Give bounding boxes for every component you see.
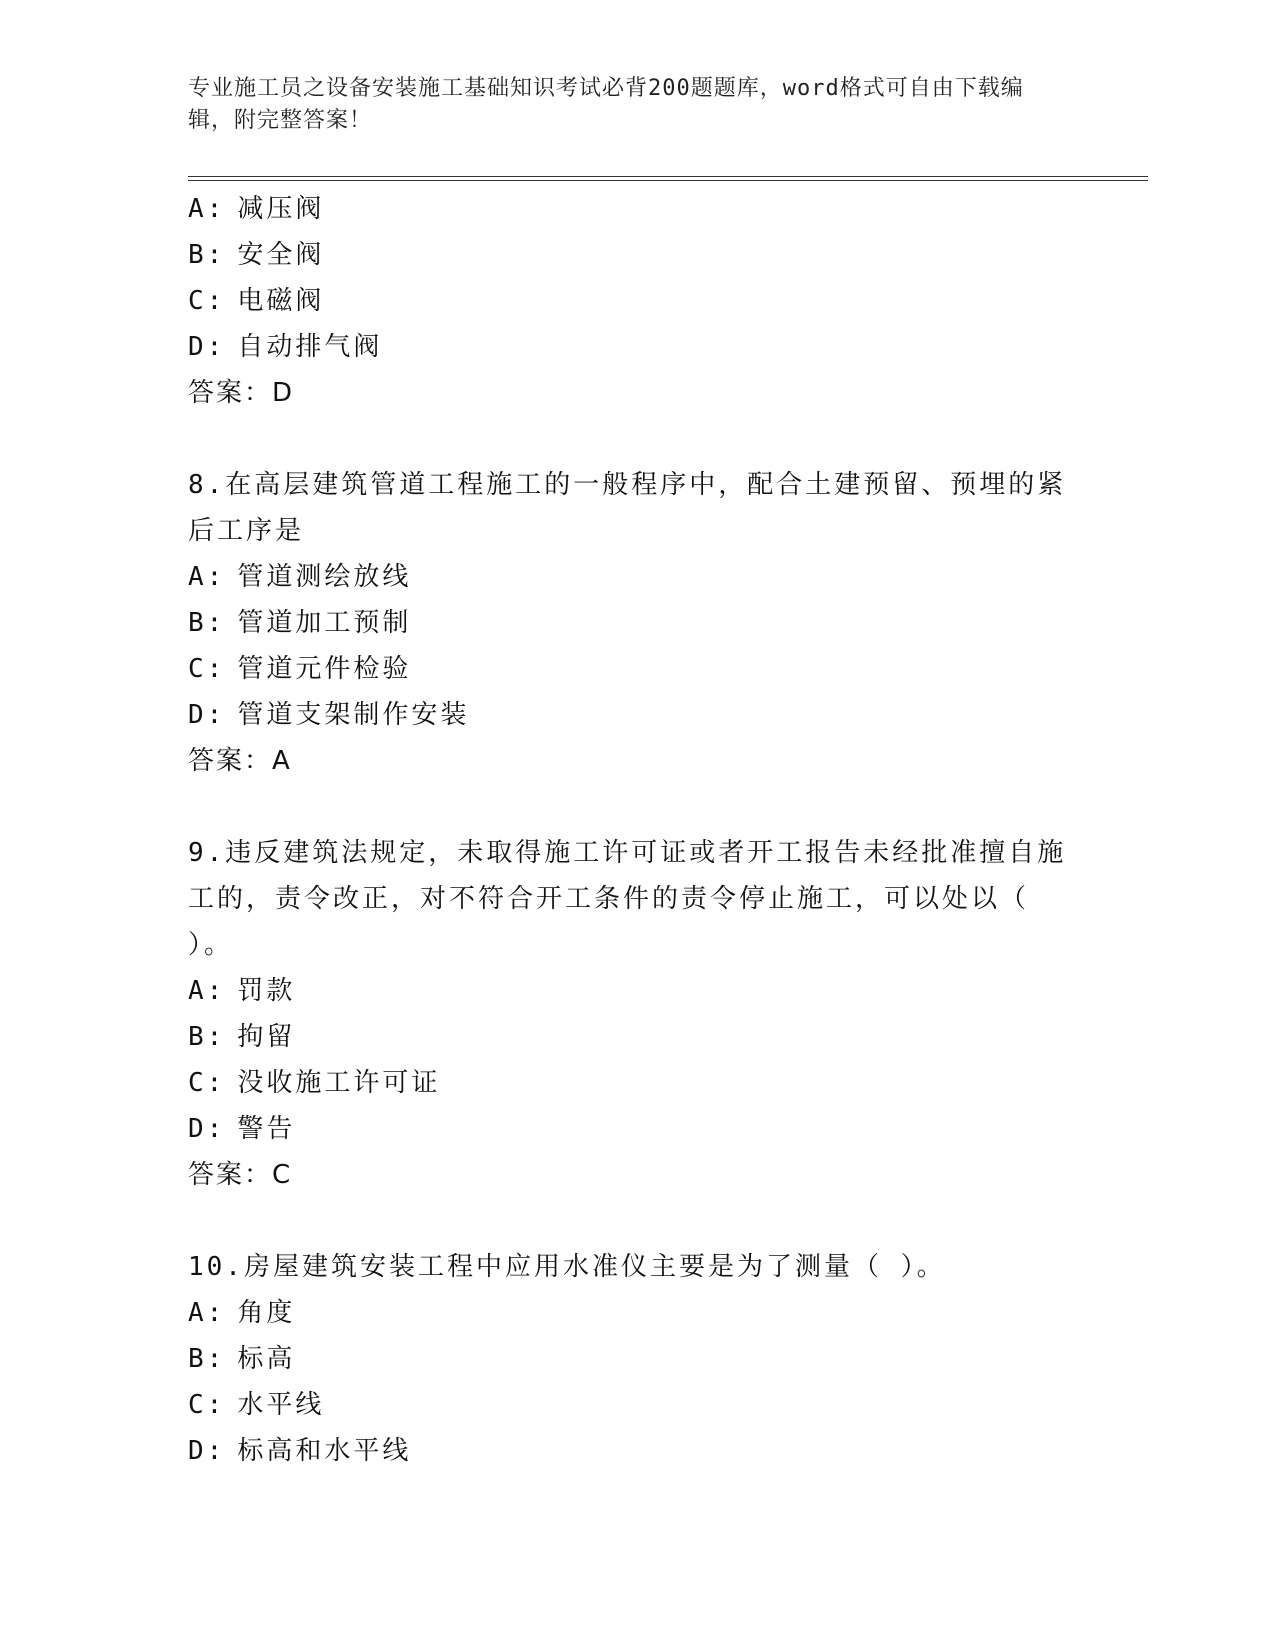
option-text: 安全阀 [237,240,325,270]
option-letter: B: [188,1344,226,1374]
option-b [188,1336,1068,1382]
option-a [188,186,1068,232]
option-c [188,1382,1068,1428]
option-text: 管道元件检验 [237,654,412,684]
option-letter: B: [188,608,226,638]
option-a [188,1290,1068,1336]
option-text: 标高和水平线 [237,1436,412,1466]
option-letter: A: [188,976,226,1006]
option-c [188,646,1068,692]
option-b [188,600,1068,646]
option-text: 自动排气阀 [237,332,383,362]
option-text: 管道加工预制 [237,608,412,638]
option-letter: C: [188,286,226,316]
answer-line: 答案：C [188,1160,293,1190]
option-text: 角度 [237,1298,296,1328]
option-c [188,278,1068,324]
question-list [188,186,1068,1474]
question-text: 10.房屋建筑安装工程中应用水准仪主要是为了测量（ ）。 [188,1252,946,1282]
option-letter: B: [188,1022,226,1052]
option-d [188,1106,1068,1152]
spacer [188,784,1068,830]
header-double-rule [188,176,1148,181]
option-text: 拘留 [237,1022,296,1052]
option-text: 水平线 [237,1390,325,1420]
answer-line: 答案：D [188,378,295,408]
option-d [188,692,1068,738]
option-letter: D: [188,1114,226,1144]
spacer [188,1198,1068,1244]
option-text: 减压阀 [237,194,325,224]
option-letter: A: [188,562,226,592]
question-text: 8.在高层建筑管道工程施工的一般程序中，配合土建预留、预埋的紧后工序是 [188,470,1067,546]
document-header-title: 专业施工员之设备安装施工基础知识考试必背200题题库，word格式可自由下载编辑，附完整答案！ [188,76,1024,133]
question-block-10 [188,1244,1068,1474]
option-text: 罚款 [237,976,296,1006]
question-block-9 [188,830,1068,1198]
option-b [188,1014,1068,1060]
option-letter: C: [188,654,226,684]
option-letter: D: [188,700,226,730]
option-text: 没收施工许可证 [237,1068,441,1098]
option-letter: C: [188,1068,226,1098]
option-d [188,324,1068,370]
question-text: 9.违反建筑法规定，未取得施工许可证或者开工报告未经批准擅自施工的，责令改正，对不符合开工条件的责令停止施工，可以处以（ ）。 [188,838,1067,960]
spacer [188,416,1068,462]
option-letter: D: [188,332,226,362]
option-d [188,1428,1068,1474]
option-text: 电磁阀 [237,286,325,316]
answer-line: 答案：A [188,746,292,776]
option-letter: A: [188,194,226,224]
option-text: 管道支架制作安装 [237,700,470,730]
option-letter: D: [188,1436,226,1466]
option-b [188,232,1068,278]
option-letter: B: [188,240,226,270]
option-c [188,1060,1068,1106]
option-a [188,968,1068,1014]
question-block-7 [188,186,1068,416]
option-text: 标高 [237,1344,296,1374]
option-text: 警告 [237,1114,296,1144]
option-letter: C: [188,1390,226,1420]
option-text: 管道测绘放线 [237,562,412,592]
question-block-8 [188,462,1068,784]
option-letter: A: [188,1298,226,1328]
option-a [188,554,1068,600]
